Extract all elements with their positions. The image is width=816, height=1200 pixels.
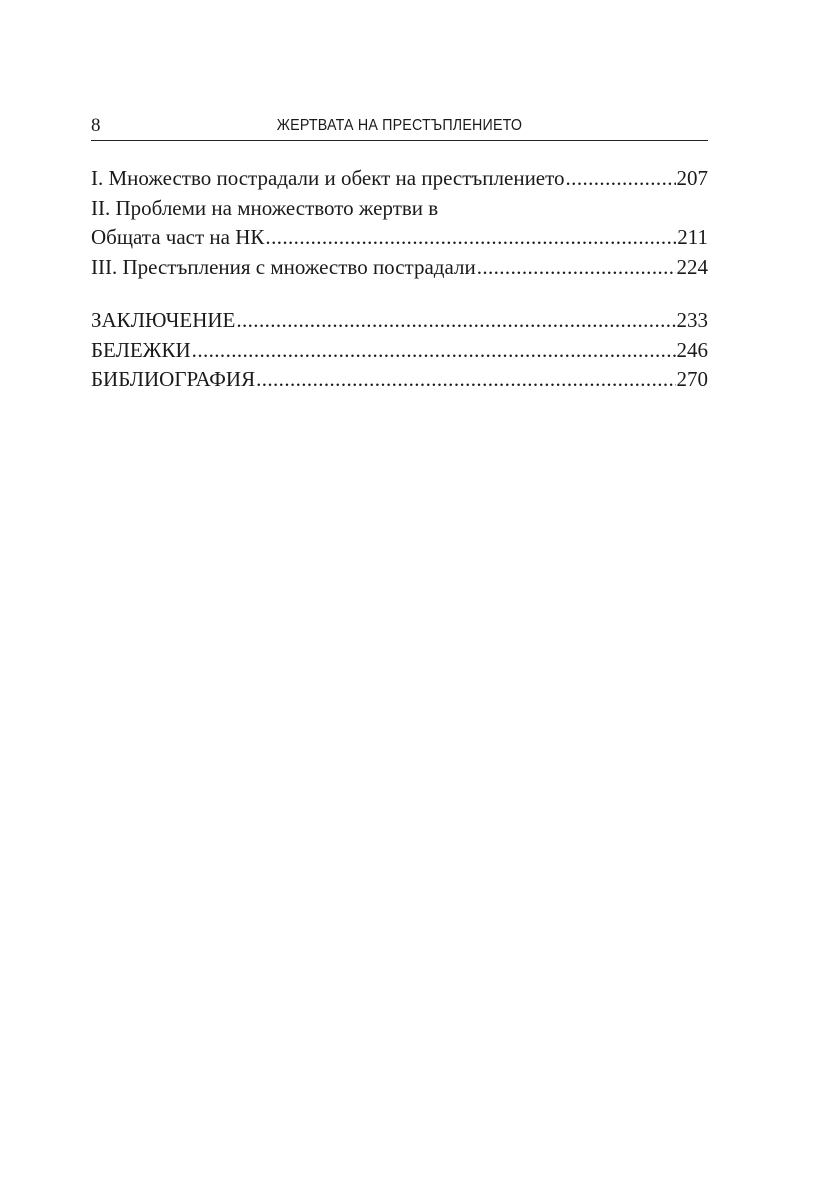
toc-entry	[91, 253, 708, 283]
toc-dot-leader	[477, 253, 676, 283]
toc-entry-title: Общата част на НК	[91, 225, 265, 249]
toc-dot-leader	[192, 336, 676, 366]
toc-entry-title: II. Проблеми на множеството жертви в	[91, 195, 439, 220]
toc-dot-leader	[256, 365, 675, 395]
running-header	[91, 114, 708, 141]
table-of-contents	[91, 164, 708, 395]
toc-entry-page: 224	[676, 254, 708, 279]
toc-entry	[91, 164, 708, 194]
toc-entry-page: 270	[676, 367, 708, 391]
toc-entry	[91, 336, 708, 366]
toc-entry-title: ЗАКЛЮЧЕНИЕ	[91, 308, 236, 332]
toc-dot-leader	[265, 223, 676, 253]
book-title: ЖЕРТВАТА НА ПРЕСТЪПЛЕНИЕТО	[276, 117, 523, 134]
toc-entry	[91, 223, 708, 253]
toc-entry	[91, 194, 708, 224]
toc-entry-page: 211	[677, 225, 708, 249]
toc-entry	[91, 365, 708, 395]
toc-entry-title: БЕЛЕЖКИ	[91, 337, 191, 362]
toc-entry	[91, 306, 708, 336]
toc-entry-title: III. Престъпления с множество пострадали	[91, 254, 476, 279]
toc-entry-title: I. Множество пострадали и обект на престъплението	[91, 166, 565, 190]
toc-dot-leader	[236, 306, 675, 336]
toc-dot-leader	[566, 164, 676, 194]
toc-entry-page: 233	[676, 308, 708, 332]
toc-entry-page: 246	[676, 337, 708, 362]
toc-entry-page: 207	[676, 166, 708, 190]
page-number: 8	[91, 115, 101, 136]
toc-entry-title: БИБЛИОГРАФИЯ	[91, 367, 256, 391]
